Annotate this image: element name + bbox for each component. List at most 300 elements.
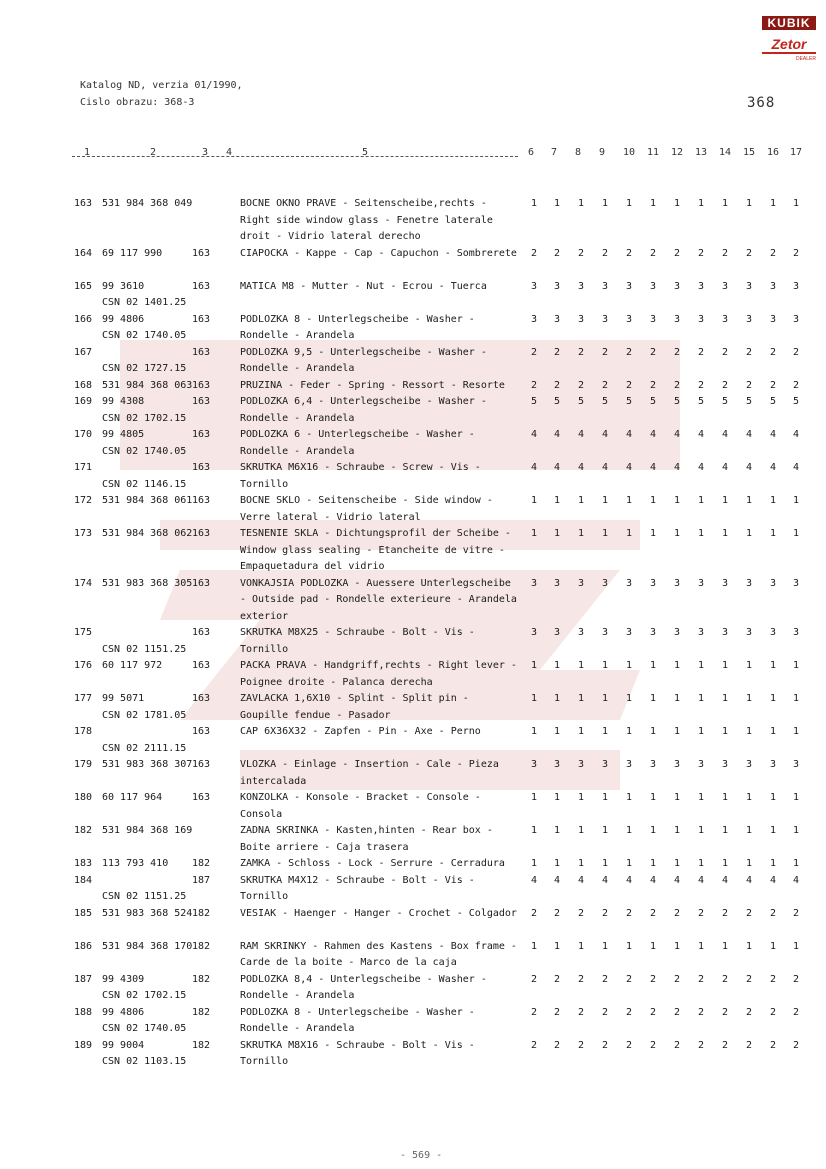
row-quantity: 4 xyxy=(769,462,777,473)
row-description: SKRUTKA M8X16 - Schraube - Bolt - Vis - Tornillo xyxy=(240,1039,475,1067)
row-quantity: 3 xyxy=(625,577,633,589)
row-quantity: 2 xyxy=(673,379,681,391)
row-quantity: 3 xyxy=(649,627,657,638)
row-csn-standard: CSN 02 1146.15 xyxy=(102,478,187,490)
row-quantity: 4 xyxy=(553,462,561,473)
logo-zetor-text: Zetor xyxy=(762,36,816,54)
row-quantity: 5 xyxy=(721,396,729,407)
row-quantity: 3 xyxy=(553,627,561,638)
row-group-number: 163 xyxy=(192,346,211,358)
row-quantity: 1 xyxy=(745,858,753,869)
row-quantity: 5 xyxy=(697,396,705,407)
row-quantity: 1 xyxy=(625,495,633,506)
row-position-number: 175 xyxy=(74,627,93,638)
col-header-qty: 10 xyxy=(623,147,636,158)
row-quantity: 4 xyxy=(769,429,777,440)
row-quantity: 3 xyxy=(530,759,538,770)
table-row xyxy=(0,873,826,906)
row-quantity: 3 xyxy=(769,759,777,770)
row-part-number: 99 4805 xyxy=(102,429,145,440)
col-header-qty: 13 xyxy=(695,147,708,158)
row-quantity: 2 xyxy=(625,346,633,358)
row-quantity: 2 xyxy=(673,346,681,358)
row-quantity: 2 xyxy=(673,1006,681,1018)
row-position-number: 180 xyxy=(74,792,93,803)
row-quantity: 4 xyxy=(673,874,681,886)
row-description: PODLOZKA 8 - Unterlegscheibe - Washer - Rondelle - Arandela xyxy=(240,313,475,341)
row-quantity: 3 xyxy=(792,577,800,589)
row-position-number: 186 xyxy=(74,940,93,952)
table-row xyxy=(0,823,826,856)
row-quantity: 1 xyxy=(530,825,538,836)
table-row xyxy=(0,526,826,576)
table-row xyxy=(0,790,826,823)
col-header-5: 5 xyxy=(362,147,369,158)
table-row xyxy=(0,724,826,757)
row-description: KONZOLKA - Konsole - Bracket - Console - Consola xyxy=(240,792,481,820)
row-quantity: 2 xyxy=(625,1039,633,1051)
row-quantity: 2 xyxy=(721,346,729,358)
row-csn-standard: CSN 02 1781.05 xyxy=(102,709,187,721)
row-quantity: 3 xyxy=(649,759,657,770)
row-quantity: 3 xyxy=(697,313,705,325)
row-csn-standard: CSN 02 1740.05 xyxy=(102,1023,187,1034)
row-position-number: 184 xyxy=(74,874,93,886)
row-quantity: 3 xyxy=(577,280,585,292)
row-quantity: 1 xyxy=(745,825,753,836)
row-position-number: 188 xyxy=(74,1006,93,1018)
row-quantity: 3 xyxy=(769,313,777,325)
row-quantity: 3 xyxy=(792,627,800,638)
row-quantity: 2 xyxy=(673,907,681,919)
row-quantity: 4 xyxy=(625,429,633,440)
row-quantity: 4 xyxy=(553,429,561,440)
row-group-number: 163 xyxy=(192,528,211,539)
row-quantity: 4 xyxy=(625,874,633,886)
table-row xyxy=(0,394,826,427)
table-row xyxy=(0,972,826,1005)
row-quantity: 1 xyxy=(553,726,561,737)
row-quantity: 2 xyxy=(745,346,753,358)
row-group-number: 163 xyxy=(192,693,211,704)
row-quantity: 1 xyxy=(577,528,585,539)
row-part-number: 531 984 368 170 xyxy=(102,940,193,952)
row-quantity: 1 xyxy=(697,726,705,737)
row-quantity: 2 xyxy=(625,907,633,919)
row-quantity: 2 xyxy=(721,379,729,391)
table-row xyxy=(0,658,826,691)
table-row xyxy=(0,625,826,658)
row-quantity: 1 xyxy=(769,693,777,704)
row-quantity: 3 xyxy=(745,280,753,292)
row-quantity: 2 xyxy=(577,379,585,391)
row-quantity: 3 xyxy=(601,280,609,292)
row-quantity: 1 xyxy=(792,693,800,704)
row-quantity: 2 xyxy=(769,1006,777,1018)
row-quantity: 1 xyxy=(792,726,800,737)
row-quantity: 5 xyxy=(649,396,657,407)
row-group-number: 163 xyxy=(192,379,211,391)
row-quantity: 1 xyxy=(769,495,777,506)
row-part-number: 60 117 964 xyxy=(102,792,163,803)
row-csn-standard: CSN 02 1103.15 xyxy=(102,1056,187,1067)
row-quantity: 2 xyxy=(577,346,585,358)
row-quantity: 1 xyxy=(673,528,681,539)
row-quantity: 1 xyxy=(745,528,753,539)
row-group-number: 163 xyxy=(192,247,211,259)
row-part-number: 60 117 972 xyxy=(102,660,163,671)
row-group-number: 182 xyxy=(192,1006,211,1018)
row-description: ZAVLACKA 1,6X10 - Splint - Split pin - Goupille fendue - Pasador xyxy=(240,693,469,721)
row-quantity: 2 xyxy=(577,973,585,985)
row-quantity: 3 xyxy=(649,313,657,325)
row-quantity: 4 xyxy=(601,874,609,886)
table-row xyxy=(0,196,826,246)
row-quantity: 1 xyxy=(769,940,777,952)
row-position-number: 177 xyxy=(74,693,93,704)
row-part-number: 531 984 368 169 xyxy=(102,825,193,836)
row-description: VLOZKA - Einlage - Insertion - Cale - Pieza intercalada xyxy=(240,759,499,787)
col-header-3: 3 xyxy=(202,147,209,158)
row-quantity: 2 xyxy=(697,973,705,985)
row-quantity: 1 xyxy=(625,858,633,869)
header-underline xyxy=(72,156,518,157)
table-row xyxy=(0,906,826,939)
row-quantity: 1 xyxy=(697,825,705,836)
row-csn-standard: CSN 02 1151.25 xyxy=(102,643,187,655)
row-quantity: 1 xyxy=(721,726,729,737)
row-quantity: 1 xyxy=(792,858,800,869)
row-quantity: 2 xyxy=(792,346,800,358)
table-row xyxy=(0,246,826,279)
row-quantity: 4 xyxy=(625,462,633,473)
row-quantity: 3 xyxy=(769,280,777,292)
row-quantity: 1 xyxy=(745,198,753,209)
row-quantity: 4 xyxy=(721,429,729,440)
row-quantity: 2 xyxy=(577,1006,585,1018)
row-quantity: 5 xyxy=(673,396,681,407)
row-group-number: 163 xyxy=(192,759,211,770)
row-quantity: 4 xyxy=(745,874,753,886)
row-quantity: 5 xyxy=(530,396,538,407)
row-quantity: 1 xyxy=(673,693,681,704)
row-description: ZADNA SKRINKA - Kasten,hinten - Rear box - Boite arriere - Caja trasera xyxy=(240,825,493,853)
row-quantity: 1 xyxy=(769,528,777,539)
row-quantity: 4 xyxy=(792,462,800,473)
row-part-number: 531 983 368 305 xyxy=(102,577,193,589)
row-quantity: 3 xyxy=(577,313,585,325)
row-quantity: 1 xyxy=(697,495,705,506)
row-position-number: 183 xyxy=(74,858,93,869)
table-row xyxy=(0,1038,826,1071)
row-quantity: 3 xyxy=(721,280,729,292)
row-quantity: 2 xyxy=(697,1006,705,1018)
row-part-number: 99 3610 xyxy=(102,280,145,292)
row-description: VESIAK - Haenger - Hanger - Crochet - Colgador xyxy=(240,907,517,919)
row-quantity: 3 xyxy=(673,577,681,589)
row-position-number: 170 xyxy=(74,429,93,440)
table-row xyxy=(0,856,826,873)
row-quantity: 4 xyxy=(792,429,800,440)
row-quantity: 1 xyxy=(745,726,753,737)
row-description: SKRUTKA M8X25 - Schraube - Bolt - Vis - Tornillo xyxy=(240,627,475,655)
row-quantity: 3 xyxy=(601,577,609,589)
row-quantity: 1 xyxy=(769,858,777,869)
row-description: ZAMKA - Schloss - Lock - Serrure - Cerradura xyxy=(240,858,505,869)
row-quantity: 1 xyxy=(625,660,633,671)
row-quantity: 2 xyxy=(649,1039,657,1051)
row-quantity: 2 xyxy=(577,1039,585,1051)
row-part-number: 99 4309 xyxy=(102,973,145,985)
row-group-number: 187 xyxy=(192,874,211,886)
row-quantity: 1 xyxy=(649,792,657,803)
row-quantity: 1 xyxy=(673,198,681,209)
row-csn-standard: CSN 02 1401.25 xyxy=(102,297,187,308)
row-position-number: 171 xyxy=(74,462,93,473)
row-csn-standard: CSN 02 2111.15 xyxy=(102,742,187,754)
row-quantity: 2 xyxy=(721,247,729,259)
row-description: PODLOZKA 6,4 - Unterlegscheibe - Washer - Rondelle - Arandela xyxy=(240,396,487,424)
row-quantity: 2 xyxy=(697,1039,705,1051)
row-quantity: 4 xyxy=(649,462,657,473)
row-quantity: 3 xyxy=(673,627,681,638)
table-row xyxy=(0,691,826,724)
row-quantity: 1 xyxy=(745,495,753,506)
row-part-number: 531 983 368 524 xyxy=(102,907,193,919)
row-quantity: 4 xyxy=(577,462,585,473)
row-quantity: 1 xyxy=(721,693,729,704)
row-quantity: 1 xyxy=(673,495,681,506)
row-quantity: 5 xyxy=(769,396,777,407)
row-quantity: 3 xyxy=(553,577,561,589)
row-quantity: 1 xyxy=(625,726,633,737)
row-quantity: 3 xyxy=(577,759,585,770)
row-quantity: 2 xyxy=(792,907,800,919)
row-quantity: 1 xyxy=(673,825,681,836)
row-quantity: 4 xyxy=(577,874,585,886)
row-quantity: 2 xyxy=(792,973,800,985)
row-quantity: 2 xyxy=(553,379,561,391)
row-group-number: 182 xyxy=(192,940,211,952)
row-quantity: 3 xyxy=(530,577,538,589)
kubik-zetor-logo xyxy=(760,12,818,64)
row-quantity: 1 xyxy=(625,825,633,836)
row-description: SKRUTKA M6X16 - Schraube - Screw - Vis - Tornillo xyxy=(240,462,481,490)
row-quantity: 1 xyxy=(530,198,538,209)
row-csn-standard: CSN 02 1151.25 xyxy=(102,891,187,902)
row-group-number: 163 xyxy=(192,429,211,440)
row-quantity: 1 xyxy=(577,198,585,209)
row-quantity: 1 xyxy=(649,825,657,836)
row-quantity: 4 xyxy=(530,462,538,473)
row-quantity: 2 xyxy=(577,247,585,259)
row-quantity: 3 xyxy=(721,759,729,770)
row-quantity: 2 xyxy=(721,907,729,919)
row-quantity: 1 xyxy=(649,198,657,209)
row-csn-standard: CSN 02 1702.15 xyxy=(102,412,187,424)
row-quantity: 2 xyxy=(553,247,561,259)
row-quantity: 2 xyxy=(792,1006,800,1018)
row-quantity: 2 xyxy=(553,973,561,985)
row-group-number: 182 xyxy=(192,858,211,869)
row-quantity: 5 xyxy=(553,396,561,407)
row-quantity: 2 xyxy=(697,346,705,358)
row-quantity: 3 xyxy=(745,313,753,325)
row-quantity: 4 xyxy=(721,462,729,473)
row-group-number: 163 xyxy=(192,462,211,473)
row-quantity: 4 xyxy=(745,462,753,473)
row-quantity: 3 xyxy=(792,313,800,325)
row-quantity: 1 xyxy=(601,940,609,952)
row-quantity: 1 xyxy=(577,693,585,704)
row-quantity: 3 xyxy=(697,627,705,638)
row-quantity: 1 xyxy=(721,792,729,803)
row-description: PACKA PRAVA - Handgriff,rechts - Right lever - Poignee droite - Palanca derecha xyxy=(240,660,517,688)
row-quantity: 1 xyxy=(553,528,561,539)
row-quantity: 1 xyxy=(697,198,705,209)
row-group-number: 163 xyxy=(192,660,211,671)
row-quantity: 3 xyxy=(745,759,753,770)
row-quantity: 1 xyxy=(649,858,657,869)
col-header-qty: 16 xyxy=(767,147,780,158)
row-quantity: 1 xyxy=(673,940,681,952)
row-quantity: 2 xyxy=(553,907,561,919)
row-quantity: 1 xyxy=(673,660,681,671)
row-quantity: 1 xyxy=(697,528,705,539)
row-quantity: 1 xyxy=(553,693,561,704)
row-part-number: 531 984 368 061 xyxy=(102,495,193,506)
row-position-number: 172 xyxy=(74,495,93,506)
row-quantity: 2 xyxy=(601,973,609,985)
row-quantity: 1 xyxy=(721,825,729,836)
row-quantity: 1 xyxy=(577,858,585,869)
row-quantity: 1 xyxy=(625,940,633,952)
row-quantity: 3 xyxy=(673,759,681,770)
row-quantity: 3 xyxy=(697,759,705,770)
row-quantity: 3 xyxy=(625,759,633,770)
row-quantity: 2 xyxy=(745,247,753,259)
row-quantity: 2 xyxy=(745,973,753,985)
row-quantity: 1 xyxy=(601,825,609,836)
row-quantity: 1 xyxy=(553,792,561,803)
row-quantity: 3 xyxy=(601,759,609,770)
row-quantity: 1 xyxy=(530,792,538,803)
row-quantity: 2 xyxy=(673,973,681,985)
row-description: BOCNE SKLO - Seitenscheibe - Side window - Verre lateral - Vidrio lateral xyxy=(240,495,493,523)
row-quantity: 1 xyxy=(553,495,561,506)
row-quantity: 1 xyxy=(721,660,729,671)
row-position-number: 173 xyxy=(74,528,93,539)
row-quantity: 5 xyxy=(601,396,609,407)
row-quantity: 3 xyxy=(553,280,561,292)
row-quantity: 3 xyxy=(792,280,800,292)
row-quantity: 1 xyxy=(530,693,538,704)
row-quantity: 2 xyxy=(601,346,609,358)
row-quantity: 4 xyxy=(601,462,609,473)
row-quantity: 2 xyxy=(553,1006,561,1018)
row-group-number: 163 xyxy=(192,726,211,737)
row-quantity: 2 xyxy=(530,379,538,391)
row-quantity: 4 xyxy=(601,429,609,440)
row-quantity: 1 xyxy=(649,940,657,952)
row-quantity: 3 xyxy=(649,577,657,589)
page-number: 368 xyxy=(747,95,776,111)
row-quantity: 1 xyxy=(601,858,609,869)
row-quantity: 2 xyxy=(625,973,633,985)
row-quantity: 2 xyxy=(673,1039,681,1051)
row-quantity: 4 xyxy=(649,874,657,886)
row-quantity: 2 xyxy=(649,973,657,985)
row-quantity: 3 xyxy=(530,627,538,638)
row-quantity: 1 xyxy=(553,825,561,836)
row-quantity: 5 xyxy=(625,396,633,407)
row-quantity: 2 xyxy=(625,1006,633,1018)
row-quantity: 1 xyxy=(601,528,609,539)
row-quantity: 2 xyxy=(792,247,800,259)
row-quantity: 1 xyxy=(601,198,609,209)
row-csn-standard: CSN 02 1727.15 xyxy=(102,363,187,374)
row-quantity: 1 xyxy=(792,198,800,209)
col-header-qty: 14 xyxy=(719,147,732,158)
row-description: PRUZINA - Feder - Spring - Ressort - Resorte xyxy=(240,379,505,391)
row-quantity: 1 xyxy=(792,825,800,836)
col-header-2: 2 xyxy=(150,147,157,158)
row-quantity: 1 xyxy=(745,940,753,952)
row-quantity: 3 xyxy=(745,577,753,589)
row-description: VONKAJSIA PODLOZKA - Auessere Unterlegscheibe - Outside pad - Rondelle exterieure - Arandela exterior xyxy=(240,577,517,622)
row-quantity: 3 xyxy=(530,313,538,325)
row-position-number: 187 xyxy=(74,973,93,985)
row-quantity: 2 xyxy=(530,1006,538,1018)
row-part-number: 531 983 368 307 xyxy=(102,759,193,770)
row-part-number: 99 4806 xyxy=(102,1006,145,1018)
row-quantity: 2 xyxy=(530,1039,538,1051)
row-quantity: 1 xyxy=(577,726,585,737)
logo-kubik-text: KUBIK xyxy=(762,16,816,30)
row-quantity: 2 xyxy=(745,379,753,391)
row-quantity: 2 xyxy=(769,346,777,358)
row-quantity: 2 xyxy=(792,1039,800,1051)
row-quantity: 2 xyxy=(745,1039,753,1051)
row-group-number: 163 xyxy=(192,792,211,803)
row-quantity: 2 xyxy=(721,1006,729,1018)
row-quantity: 1 xyxy=(530,940,538,952)
row-quantity: 4 xyxy=(577,429,585,440)
row-position-number: 174 xyxy=(74,577,93,589)
table-row xyxy=(0,493,826,526)
col-header-qty: 15 xyxy=(743,147,756,158)
row-quantity: 4 xyxy=(553,874,561,886)
row-description: BOCNE OKNO PRAVE - Seitenscheibe,rechts - Right side window glass - Fenetre laterale droit - Vidrio lateral derecho xyxy=(240,198,493,242)
row-quantity: 3 xyxy=(625,627,633,638)
row-quantity: 1 xyxy=(697,940,705,952)
row-group-number: 163 xyxy=(192,313,211,325)
row-quantity: 3 xyxy=(721,577,729,589)
row-position-number: 189 xyxy=(74,1039,93,1051)
row-position-number: 168 xyxy=(74,379,93,391)
row-quantity: 1 xyxy=(769,726,777,737)
row-quantity: 1 xyxy=(792,528,800,539)
row-quantity: 1 xyxy=(601,726,609,737)
table-row xyxy=(0,378,826,395)
row-quantity: 1 xyxy=(553,858,561,869)
row-quantity: 1 xyxy=(745,660,753,671)
row-quantity: 1 xyxy=(601,693,609,704)
row-quantity: 2 xyxy=(577,907,585,919)
row-quantity: 1 xyxy=(721,198,729,209)
row-quantity: 3 xyxy=(601,313,609,325)
row-quantity: 2 xyxy=(697,379,705,391)
